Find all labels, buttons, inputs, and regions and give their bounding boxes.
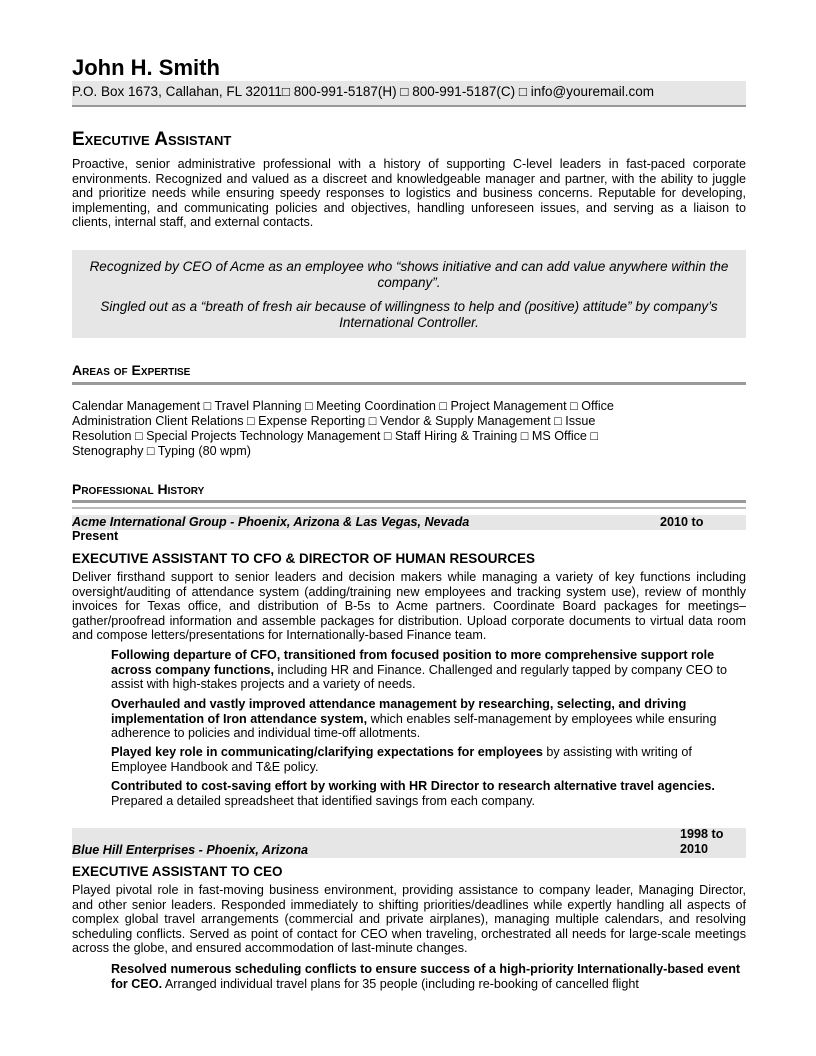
job-role: EXECUTIVE ASSISTANT TO CFO & DIRECTOR OF HUMAN RESOURCES xyxy=(72,551,536,566)
job-role: EXECUTIVE ASSISTANT TO CEO xyxy=(72,864,283,879)
contact-line: P.O. Box 1673, Callahan, FL 32011□ 800-991-5187(H) □ 800-991-5187(C) □ info@youremail.com xyxy=(72,84,654,99)
achievement-detail: which enables self-management by employees while ensuring adherence to policies and individual time-off allotments. xyxy=(111,711,717,740)
achievement-lead: Contributed to cost-saving effort by working with HR Director to research alternative travel agencies. xyxy=(111,779,715,793)
achievement-detail: including HR and Finance. Challenged and regularly tapped by company CEO to assist with high-stakes projects and a variety of needs. xyxy=(111,662,728,691)
achievement-bullet xyxy=(111,697,746,741)
resume-title: Executive Assistant xyxy=(72,129,232,150)
achievement-lead: Played key role in communicating/clarifying expectations for employees xyxy=(111,745,543,759)
job-company: Acme International Group - Phoenix, Arizona & Las Vegas, Nevada xyxy=(72,515,470,529)
candidate-name: John H. Smith xyxy=(72,55,220,80)
history-heading: Professional History xyxy=(72,481,205,497)
job-description: Played pivotal role in fast-moving business environment, providing assistance to company leader, Managing Director, and other senior leaders. Responded immediately to shifting priorities/deadlines while expertly handling all aspects of complex global travel arrangements (commercial and private airplanes), managing multiple calendars, and resolving scheduling conflicts. Served as point of contact for CEO when traveling, orchestrated all needs for large-scale meetings across the globe, and ensured accommodation of last-minute changes. xyxy=(72,883,746,955)
achievement-bullet xyxy=(111,648,746,692)
expertise-heading: Areas of Expertise xyxy=(72,362,191,378)
quote-1: Recognized by CEO of Acme as an employee who “shows initiative and can add value anywhere within the company”. xyxy=(89,259,729,290)
achievement-detail: by assisting with writing of Employee Handbook and T&E policy. xyxy=(111,745,692,774)
job-years-end: Present xyxy=(72,529,119,543)
job-company: Blue Hill Enterprises - Phoenix, Arizona xyxy=(72,843,309,857)
achievement-detail: Arranged individual travel plans for 35 people (including re-booking of cancelled flight xyxy=(162,976,639,991)
achievement-bullet xyxy=(111,745,746,774)
history-rule xyxy=(72,500,746,503)
quote-2: Singled out as a “breath of fresh air because of willingness to help and (positive) attitude” by company’s International Controller. xyxy=(100,299,718,330)
job-years: 1998 to xyxy=(680,827,724,841)
expertise-rule xyxy=(72,382,746,385)
achievement-bullet xyxy=(111,962,746,991)
achievement-bullet xyxy=(111,779,746,808)
summary-paragraph: Proactive, senior administrative professional with a history of supporting C-level leaders in fast-paced corporate environments. Recognized and valued as a discreet and knowledgeable manager and partner, with the ability to juggle and prioritize needs while ensuring speedy responses to logistics and business concerns. Reputable for developing, implementing, and communicating policies and objectives, handling unforeseen issues, and serving as a liaison to clients, internal staff, and external contacts. xyxy=(72,157,746,229)
achievement-lead: Overhauled and vastly improved attendance management by researching, selecting, and driving implementation of Iron attendance system, xyxy=(111,697,687,726)
job-years: 2010 to xyxy=(660,515,704,529)
achievement-detail: Prepared a detailed spreadsheet that identified savings from each company. xyxy=(111,793,536,808)
achievement-lead: Following departure of CFO, transitioned from focused position to more comprehensive support role across company functions, xyxy=(111,648,715,677)
expertise-list: Calendar Management □ Travel Planning □ Meeting Coordination □ Project Management □ Office Administration Client Relations □ Expense Reporting □ Vendor & Supply Management □ Issue Resolution □ Special Projects Technology Management □ Staff Hiring & Training □ MS Office □ Stenography □ Typing (80 wpm) xyxy=(72,399,614,458)
job-description: Deliver firsthand support to senior leaders and decision makers while managing a variety of key functions including oversight/auditing of attendance system (adding/training new employees and tracking system use), review of monthly invoices for Texas office, and distribution of B-5s to Acme partners. Coordinate Board packages for meetings–gather/proofread information and assemble packages for distribution. Upload corporate documents to virtual data room and compose letters/presentations for Internationally-based Finance team. xyxy=(72,570,746,642)
job-years-end: 2010 xyxy=(680,842,709,856)
history-rule-thin xyxy=(72,507,746,509)
achievement-lead: Resolved numerous scheduling conflicts to ensure success of a high-priority Internationally-based event for CEO. xyxy=(111,962,741,991)
